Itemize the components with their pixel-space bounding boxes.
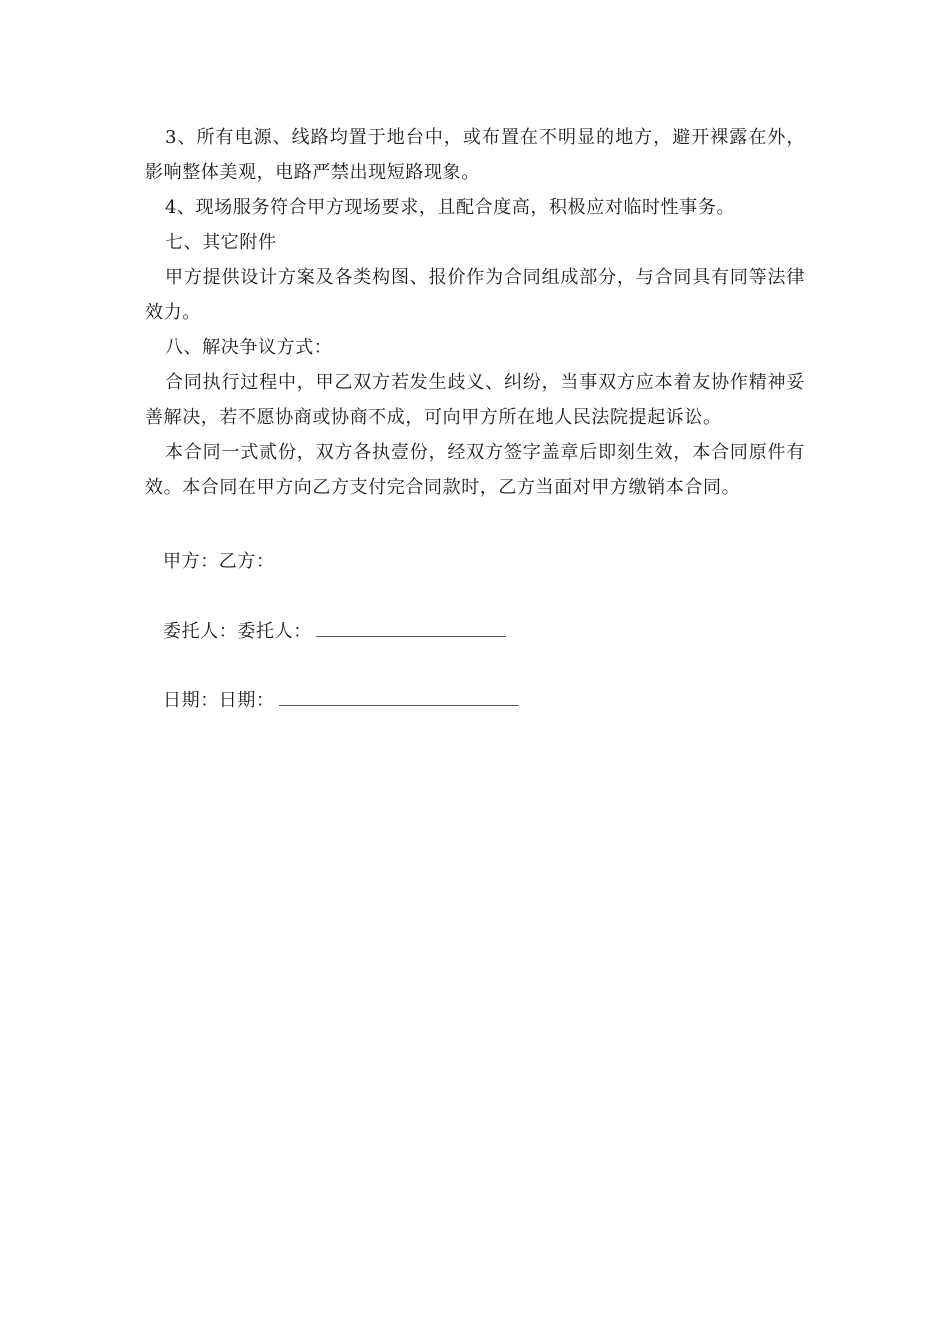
clause-3-wiring: 3、所有电源、线路均置于地台中，或布置在不明显的地方，避开裸露在外，影响整体美观，电路严禁出现短路现象。 (145, 127, 805, 183)
section-7-text: 甲方提供设计方案及各类构图、报价作为合同组成部分，与合同具有同等法律效力。 (145, 267, 805, 323)
effectiveness-clause: 本合同一式贰份，双方各执壹份，经双方签字盖章后即刻生效，本合同原件有效。本合同在甲方向乙方支付完合同款时，乙方当面对甲方缴销本合同。 (145, 442, 805, 498)
contract-body (145, 120, 805, 505)
agent-signature-blank (316, 618, 506, 637)
clause-4-service: 4、现场服务符合甲方现场要求，且配合度高，积极应对临时性事务。 (165, 197, 736, 218)
section-7-heading: 七、其它附件 (165, 232, 277, 253)
signature-parties (163, 548, 275, 576)
signature-agents (163, 618, 506, 646)
signature-dates (163, 687, 519, 715)
agents-label: 委托人：委托人： (163, 621, 312, 642)
section-8-text: 合同执行过程中，甲乙双方若发生歧义、纠纷，当事双方应本着友协作精神妥善解决，若不愿协商或协商不成，可向甲方所在地人民法院提起诉讼。 (145, 372, 805, 428)
dates-label: 日期：日期： (163, 690, 275, 711)
section-8-heading: 八、解决争议方式： (165, 337, 333, 358)
parties-label: 甲方：乙方： (163, 551, 275, 572)
date-blank (279, 687, 519, 706)
